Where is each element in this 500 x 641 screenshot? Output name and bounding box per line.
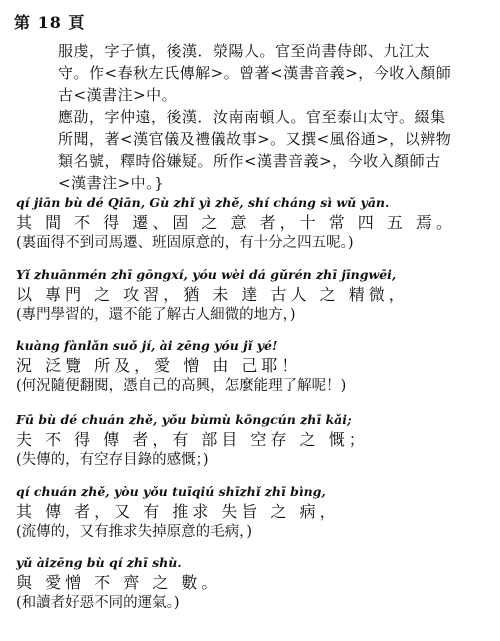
chinese-text-line: 以 專門 之 攻習，猶 未 達 古人 之 精微， [16,285,409,304]
pinyin-line: qí chuán zhě, yòu yǒu tuīqiú shīzhǐ zhī bìng, [16,484,326,499]
passage-1 [16,194,492,254]
translation-line: (裏面得不到司馬遷、班固原意的，有十分之四五呢。) [16,235,354,251]
pinyin-line: qí jiān bù dé Qiān, Gù zhǐ yì zhě, shí cháng sì wǔ yān. [16,195,390,210]
chinese-text-line: 其 傳 者，又 有 推求 失旨 之 病， [16,502,340,521]
chinese-text-line: 其 間 不 得 遷、固 之 意 者，十 常 四 五 焉。 [16,213,456,232]
translation-line: (專門學習的，還不能了解古人細微的地方，) [16,307,296,323]
passage-3 [16,337,492,397]
passage-2 [16,266,492,326]
pinyin-line: kuàng fànlǎn suǒ jí, ài zēng yóu jǐ yé! [16,338,278,353]
note-line: 類名號，釋時俗嫌疑。所作<漢書音義>，今收入顏師古 [58,152,441,170]
note-line: 古<漢書注>中。 [58,86,178,104]
note-ying-shao [58,106,490,194]
translation-line: (何況隨便翻閱，憑自己的高興，怎麼能理了解呢！) [16,378,347,394]
pinyin-line: yǔ àizēng bù qí zhī shù. [16,555,182,570]
passage-4 [16,411,492,471]
translation-line: (失傳的，有空存目錄的感慨；) [16,452,209,468]
translation-line: (流傳的，又有推求失掉原意的毛病，) [16,524,253,540]
chinese-text-line: 與 愛憎 不 齊 之 數。 [16,573,222,592]
translation-line: (和讀者好惡不同的運氣。) [16,595,180,611]
chinese-text-line: 夫 不 得 傳 者，有 部目 空存 之 慨； [16,430,369,449]
chinese-text-line: 況 泛覽 所及，愛 憎 由 己耶！ [16,356,302,375]
note-line: 所聞，著<漢官儀及禮儀故事>。又撰<風俗通>，以辨物 [58,130,452,148]
passage-6 [16,554,492,614]
page-number: 第 18 頁 [14,13,86,32]
note-line: 應劭，字仲遠，後漢．汝南南頓人。官至泰山太守。綴集 [58,108,446,126]
passage-5 [16,483,492,543]
note-fu-qian [58,40,490,106]
note-line: <漢書注>中。} [58,174,165,192]
note-line: 服虔，字子慎，後漢．滎陽人。官至尚書侍郎、九江太 [58,42,431,60]
note-line: 守。作<春秋左氏傳解>。曾著<漢書音義>，今收入顏師 [58,64,452,82]
pinyin-line: Fū bù dé chuán zhě, yǒu bùmù kōngcún zhī kǎi; [16,412,352,427]
pinyin-line: Yǐ zhuānmén zhī gōngxí, yóu wèi dá gǔrén zhī jīngwēi, [16,267,397,282]
